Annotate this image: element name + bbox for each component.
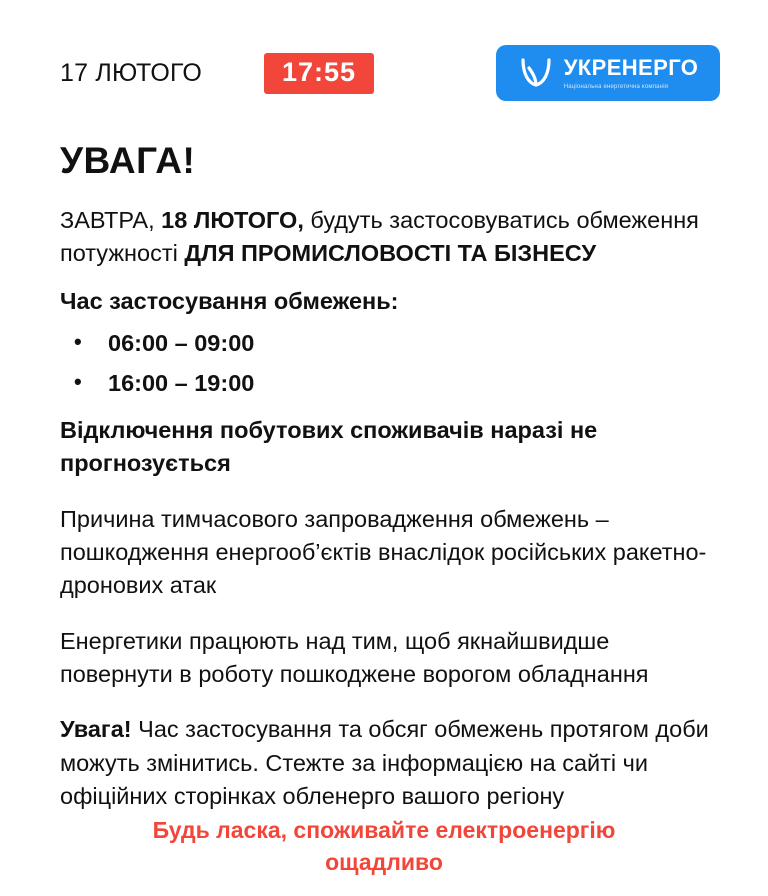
ukrenergo-logo: [496, 45, 720, 101]
time-badge: 17:55: [264, 53, 374, 94]
recovery-paragraph: Енергетики працюють над тим, щоб якнайшвидше повернути в роботу пошкоджене ворогом обладнання: [60, 627, 649, 688]
reason-paragraph: Причина тимчасового запровадження обмежень – пошкодження енергооб’єктів внаслідок російських ракетно-дронових атак: [60, 505, 707, 599]
notice-text: Час застосування та обсяг обмежень протягом доби можуть змінитись. Стежте за інформацією на сайті чи офіційних сторінках обленерго вашого регіону: [60, 716, 709, 810]
list-item: • 06:00 – 09:00: [74, 324, 710, 364]
footer: [0, 814, 768, 878]
schedule-heading: Час застосування обмежень:: [60, 287, 399, 314]
household-note: Відключення побутових споживачів наразі не прогнозується: [60, 416, 598, 477]
main-content: [0, 104, 768, 814]
logo-subtitle: Національна енергетична компанія: [563, 83, 669, 90]
ukrenergo-logo-icon: [518, 56, 554, 90]
header: [0, 0, 768, 104]
schedule-list: [60, 324, 710, 404]
notice-paragraph: [60, 713, 710, 813]
logo-title: УКРЕНЕРГО: [563, 54, 699, 80]
logo-text-wrap: [563, 54, 699, 90]
footer-line-1: Будь ласка, споживайте електроенергію: [152, 816, 616, 843]
lead-part2: будуть застосовуватись обмеження потужності: [60, 207, 699, 267]
list-item: • 16:00 – 19:00: [74, 364, 710, 404]
footer-line-2: ощадливо: [325, 848, 443, 875]
date-label: 17 ЛЮТОГО: [60, 58, 202, 87]
notice-bold: Увага!: [60, 716, 132, 743]
lead-date: 18 ЛЮТОГО,: [161, 207, 304, 233]
lead-part1: ЗАВТРА,: [60, 207, 162, 233]
page-title: УВАГА!: [60, 140, 196, 181]
lead-paragraph: [60, 204, 710, 271]
lead-target: ДЛЯ ПРОМИСЛОВОСТІ ТА БІЗНЕСУ: [184, 240, 597, 267]
